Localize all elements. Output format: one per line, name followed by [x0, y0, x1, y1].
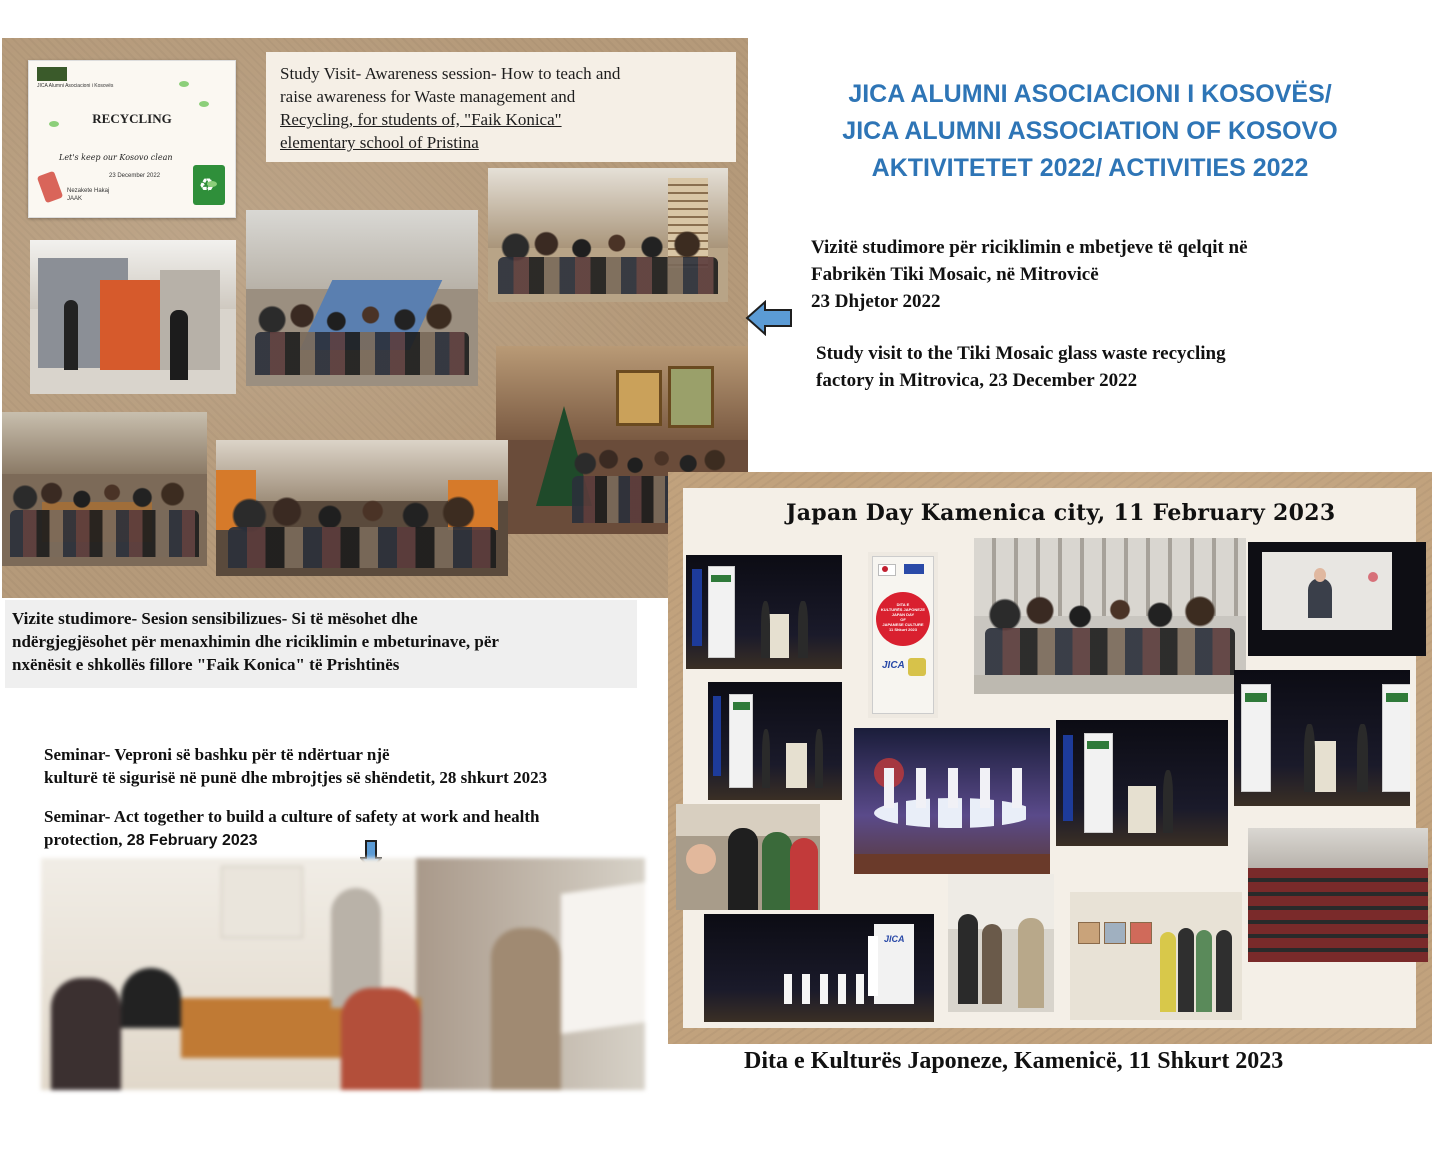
- awareness-sq-line1: Vizite studimore- Sesion sensibilizues- Si të mësohet dhe: [12, 609, 418, 628]
- awareness-en-line3: Recycling, for students of, "Faik Konica": [280, 110, 562, 129]
- japan-day-title: Japan Day Kamenica city, 11 February 2023: [786, 500, 1336, 526]
- awareness-en-line2: raise awareness for Waste management and: [280, 87, 576, 106]
- poster-signature: [67, 187, 109, 203]
- factory-photo-conveyor: [246, 210, 478, 386]
- poster-title: RECYCLING: [92, 111, 172, 126]
- seminar-sq-line2: kulturë të sigurisë në punë dhe mbrojtjes së shëndetit, 28 shkurt 2023: [44, 768, 548, 787]
- tiki-sq-line2: Fabrikën Tiki Mosaic, në Mitrovicë: [811, 264, 1099, 285]
- title-line2: JICA ALUMNI ASSOCIATION OF KOSOVO: [842, 117, 1338, 145]
- banner-line4: OF: [900, 617, 906, 622]
- japan-day-stage-photo-3: [1056, 720, 1228, 846]
- awareness-caption-en: [280, 62, 740, 154]
- leaf-icon: [179, 81, 189, 87]
- title-line3: AKTIVITETET 2022/ ACTIVITIES 2022: [871, 154, 1309, 182]
- seminar-en-line2-a: protection,: [44, 830, 127, 849]
- banner-line1: DITA E: [896, 602, 910, 607]
- banner-text: [876, 602, 930, 632]
- awareness-en-line1: Study Visit- Awareness session- How to teach and: [280, 64, 621, 83]
- seminar-sq-line1: Seminar- Veproni së bashku për të ndërtuar një: [44, 745, 390, 764]
- japan-day-video-photo: [1248, 542, 1426, 656]
- awareness-caption-sq: [12, 607, 632, 676]
- japan-day-stage-photo: [686, 555, 842, 669]
- seminar-en-date: 28 February 2023: [126, 832, 258, 849]
- awareness-en-line4: elementary school of Pristina: [280, 133, 479, 152]
- banner-line5: JAPANESE CULTURE: [882, 622, 924, 627]
- tiki-visit-caption-en: [816, 340, 1416, 394]
- workshop-photo: [2, 412, 207, 566]
- tiki-visit-caption-sq: [811, 234, 1411, 315]
- poster-org: JICA Alumni Asociacioni i Kosovës: [37, 83, 114, 89]
- japan-day-caption-sq: Dita e Kulturës Japoneze, Kamenicë, 11 Shkurt 2023: [744, 1048, 1284, 1074]
- japan-day-group-photo: [974, 538, 1246, 694]
- poster-signature-name: Nezakete Hakaj: [67, 188, 110, 194]
- tiki-sq-line1: Vizitë studimore për riciklimin e mbetjeve të qelqit në: [811, 237, 1248, 258]
- seminar-photo: [41, 858, 645, 1090]
- leaf-icon: [199, 101, 209, 107]
- seminar-caption-sq: [44, 743, 664, 789]
- recycling-poster: [28, 60, 236, 218]
- seminar-en-line2: [44, 828, 664, 852]
- seminar-caption-en: [44, 805, 664, 852]
- japan-day-stage-photo-2: [708, 682, 842, 800]
- poster-slogan: Let's keep our Kosovo clean: [59, 153, 173, 162]
- tiki-en-line2: factory in Mitrovica, 23 December 2022: [816, 370, 1138, 391]
- leaf-icon: [207, 181, 217, 187]
- banner-line2: KULTURËS JAPONEZE: [880, 607, 926, 612]
- japan-day-karate-photo: JICA: [704, 914, 934, 1022]
- japan-day-ballet-photo: [854, 728, 1050, 874]
- leaf-icon: [49, 121, 59, 127]
- bottle-icon: [37, 171, 63, 203]
- japan-day-hallway-photo: [948, 874, 1054, 1012]
- tiki-en-line1: Study visit to the Tiki Mosaic glass waste recycling: [816, 343, 1226, 364]
- bus-photo: [216, 440, 508, 576]
- left-arrow-icon: [745, 300, 795, 336]
- title-line1: JICA ALUMNI ASOCIACIONI I KOSOVËS/: [848, 80, 1332, 108]
- tiki-sq-line3: 23 Dhjetor 2022: [811, 291, 941, 312]
- japan-day-selfie-photo: [676, 804, 820, 910]
- awareness-sq-line3: nxënësit e shkollës fillore "Faik Konica" të Prishtinës: [12, 655, 400, 674]
- banner-line6: 11 Shkurt 2023: [888, 627, 918, 632]
- banner-line3: JAPAN DAY: [891, 612, 915, 617]
- japan-day-exhibition-photo: [1070, 892, 1242, 1020]
- poster-signature-org: JAAK: [67, 196, 83, 202]
- jica-logo: JICA: [882, 660, 905, 671]
- japan-day-stage-photo-4: [1234, 670, 1410, 806]
- japan-day-audience-photo: [1248, 828, 1428, 962]
- factory-photo-hall: [488, 168, 728, 302]
- factory-photo-machinery: [30, 240, 236, 394]
- page-title: [780, 76, 1400, 187]
- jaak-badge: [37, 67, 67, 81]
- japan-day-banner: [868, 552, 938, 718]
- poster-date: 23 December 2022: [109, 173, 161, 179]
- awareness-sq-line2: ndërgjegjësohet për menaxhimin dhe riciklimin e mbeturinave, për: [12, 632, 499, 651]
- seminar-en-line1: Seminar- Act together to build a culture of safety at work and health: [44, 807, 540, 826]
